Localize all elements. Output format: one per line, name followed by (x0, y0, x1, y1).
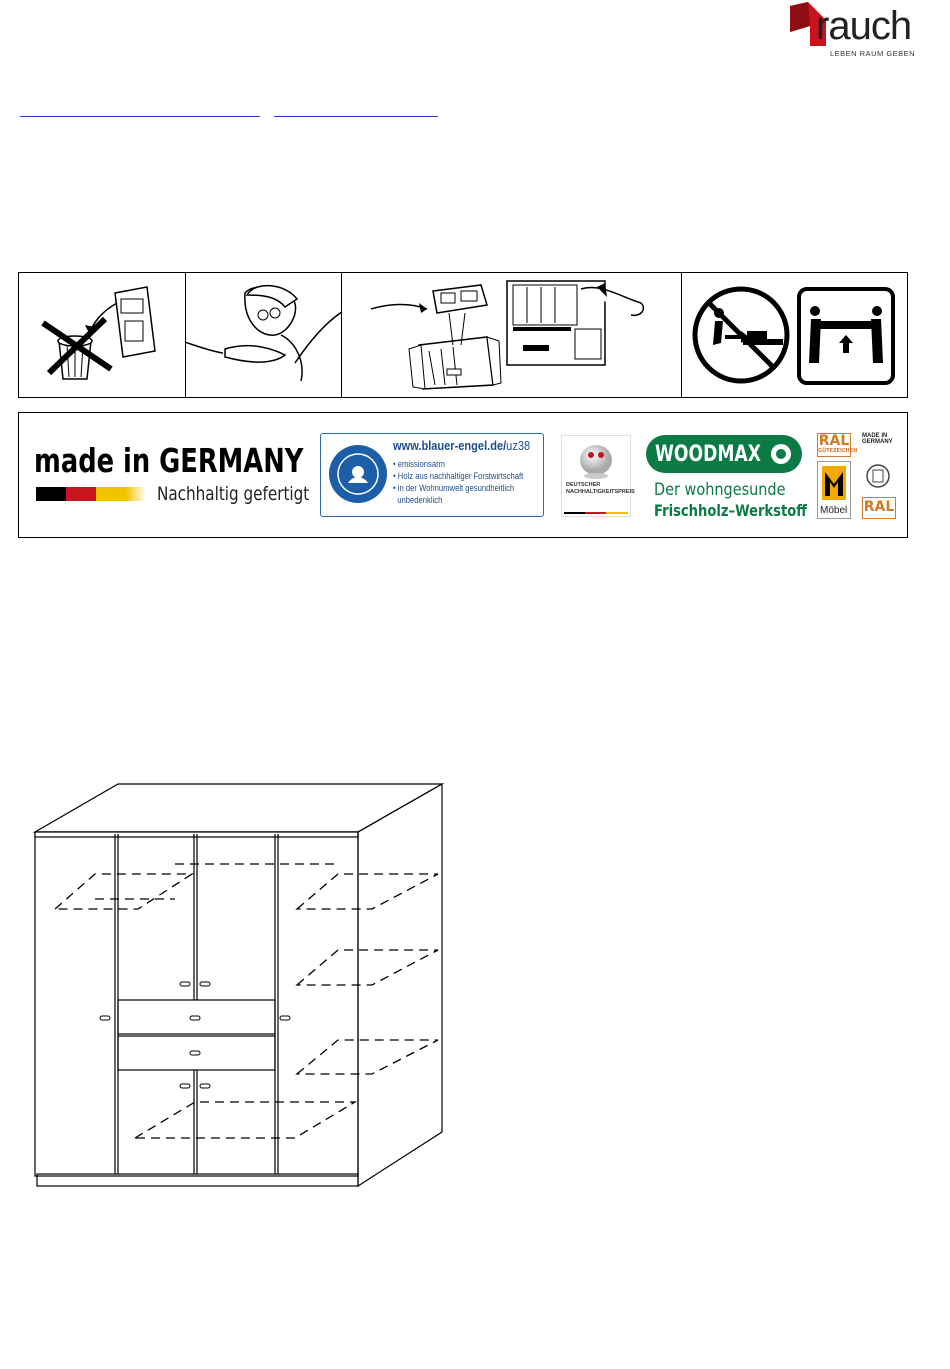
wardrobe-shelf-diagram (20, 770, 450, 1190)
instruction-strip (18, 272, 908, 398)
blauer-engel-url[interactable]: www.blauer-engel.de/uz38 (393, 438, 531, 453)
two-person-lift-icon (681, 273, 907, 397)
blauer-engel-seal-icon (329, 445, 387, 503)
stripe-black (36, 487, 66, 501)
woodmax-line1: Der wohngesunde (654, 480, 786, 500)
do-not-discard-cell (19, 273, 186, 397)
award-trophy-icon (576, 442, 616, 480)
blauer-engel-criteria (393, 458, 543, 506)
ral-badge-bottom: RAL (862, 497, 896, 519)
moebel-badge: Möbel (817, 461, 851, 519)
criteria-item: • emissionsarm (393, 459, 445, 469)
ral-badge-top: RAL GÜTEZEICHEN (817, 433, 851, 457)
woodmax-dot-inner (776, 449, 786, 459)
criteria-item: • in der Wohnumwelt gesundheitlich (393, 483, 515, 493)
blauer-engel-badge (320, 433, 544, 517)
award-title: DEUTSCHER NACHHALTIGKEITSPREIS (566, 482, 635, 495)
criteria-item: • Holz aus nachhaltiger Forstwirtschaft (393, 471, 524, 481)
woodmax-name: WOODMAX (655, 442, 761, 467)
two-person-lift-cell (681, 273, 907, 397)
file-manual-cell (341, 273, 682, 397)
moebel-m-icon (822, 466, 846, 500)
stripe-gold (96, 487, 126, 501)
stripe-red (66, 487, 96, 501)
quality-seal-icon (865, 463, 891, 491)
logo-wordmark: rauch (816, 4, 912, 48)
do-not-discard-manual-icon (19, 273, 185, 397)
rauch-logo (786, 2, 916, 60)
logo-tagline: LEBEN RAUM GEBEN (830, 49, 916, 58)
award-flag-stripe (564, 512, 628, 514)
certification-strip (18, 412, 908, 538)
made-in-germany-title: made in GERMANY (34, 441, 304, 480)
read-manual-person-icon (185, 273, 341, 397)
link-underline-1[interactable] (20, 116, 260, 117)
made-in-germany-subtitle: Nachhaltig gefertigt (157, 483, 310, 505)
nachhaltigkeitspreis-badge (561, 435, 635, 517)
woodmax-line2: Frischholz–Werkstoff (654, 501, 807, 520)
stripe-fade (126, 487, 146, 501)
made-in-germany-mini: MADE IN GERMANY (862, 433, 893, 445)
link-underline-2[interactable] (274, 116, 438, 117)
read-manual-cell (185, 273, 342, 397)
file-manual-folder-icon (341, 273, 681, 397)
criteria-item: unbedenklich (397, 495, 443, 505)
